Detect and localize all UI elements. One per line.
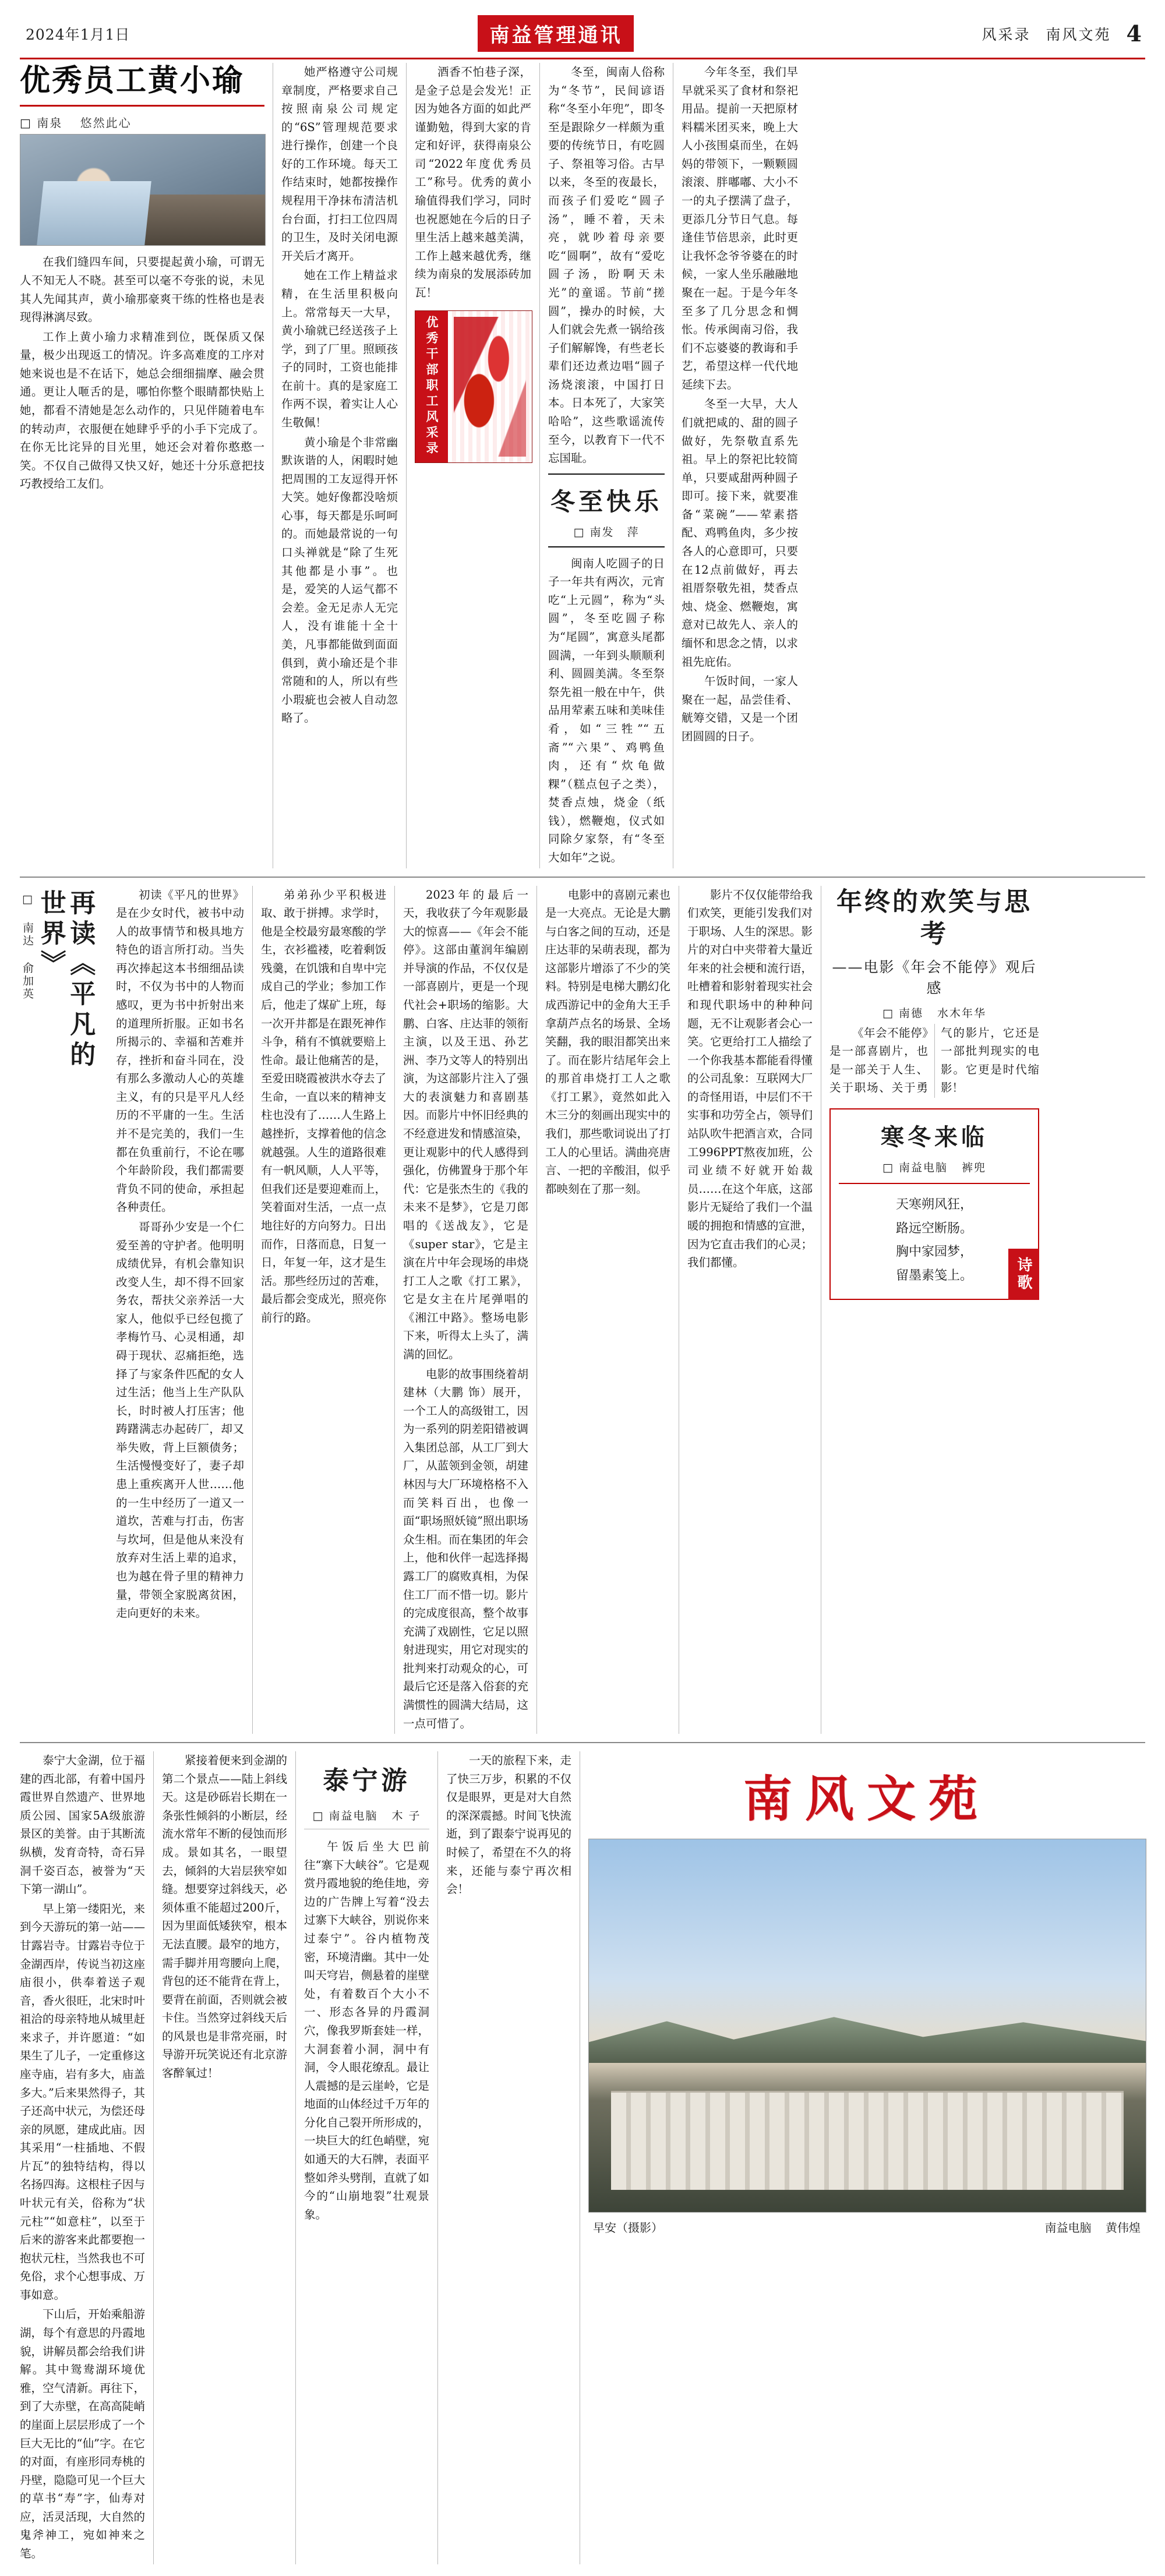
column-movie-1 [403,886,528,1734]
publication-logo: 南益管理通讯 [478,15,634,52]
column-brand-photo [588,1751,1145,2564]
photo-credit-unit: 南益电脑 [1044,2221,1092,2235]
paragraph: 冬至，闽南人俗称为“冬节”，民间谚语称“冬至小年兜”，即冬至是跟除夕一样颇为重要的传统节日，有吃圆子、祭祖等习俗。古早以来，冬至的夜最长，而孩子们爱吃“圆子汤”，睡不着，天未亮，就吵着母亲要吃“圆啊”，故有“爱吃圆子汤，盼啊天未光”的童谣。节前“搓圆”，操办的时候，大人们就会先煮一锅给孩子们解解馋，有些老长辈们还边煮边唱“圆子汤烧滚滚，中国打日本。日本死了，大家笑哈哈”，这些歌谣流传至今，以教育下一代不忘国耻。 [548,65,665,465]
poem-line: 胸中家园梦， [895,1245,973,1260]
movie-title: 年终的欢笑与思考 [836,886,1032,949]
poem-line: 路远空断肠。 [895,1221,973,1236]
dongzhi-text-b [548,554,665,867]
worker-text-c [415,63,531,302]
paragraph: 电影中的喜剧元素也是一大亮点。无论是大鹏与白客之间的互动，还是庄达菲的呆萌表现，都为这部影片增添了不少的笑料。特别是电梯大鹏幻化成西游记中的金角大王手拿葫芦点名的场景、全场笑翻，我的眼泪都笑出来了。而在影片结尾年会上的那首串烧打工人之歌《打工累》，竟然如此入木三分的刻画出现实中的我们，那些歌词说出了打工人的心里话。满曲亮唐言、一把的辛酸泪，似乎都映刻在了那一刻。 [545,888,670,1196]
poem-line: 留墨素笺上。 [895,1268,973,1283]
column-taining-2 [162,1751,287,2564]
poem-title: 寒冬来临 [881,1123,988,1151]
paragraph: 在我们缝四车间，只要提起黄小瑜，可谓无人不知无人不晓。甚至可以毫不夸张的说，未见其人先闻其声，黄小瑜那豪爽干练的性格也是表现得淋漓尽致。 [20,255,264,324]
byline-unit: 南达 [21,921,34,948]
page-number: 4 [1126,20,1142,47]
byline-pen: 水木年华 [937,1006,987,1020]
column-dongzhi-2 [682,63,798,868]
paragraph: 工作上黄小瑜力求精准到位，既保质又保量，极少出现返工的情况。许多高难度的工序对她来说也是不在话下，她总会细细揣摩、融会贯通。更让人咂舌的是，哪怕你整个眼睛都快贴上她，都看不清她是怎么动作的，只见伴随着电车的转动声，衣服便在她肆乎乎的小手下完成了。在你无比诧异的目光里，她还会对着你憨憨一笑。不仅自己做得又快又好，她还十分乐意把技巧教授给工友们。 [20,330,264,491]
column-taining-title [304,1751,429,2564]
column-taining-3 [446,1751,571,2564]
poem-category-tag: 诗歌 [1008,1249,1039,1300]
dongzhi-text-c [682,63,798,745]
byline-worker [20,114,264,130]
paragraph: 初读《平凡的世界》是在少女时代，被书中动人的故事情节和极具地方特色的语言所打动。当失再次捧起这本书细细品读时，不仅为书中的人物而感叹，更为书中折射出来的道理所折服。正如书名所揭示的、幸福和苦难并存，挫折和奋斗同在，没有那么多激动人心的英雄主义，有的只是平凡人经历的不平庸的一生。生活并不是完美的，我们一生都在负重前行，不论在哪个年龄阶段，我们都需要背负不同的使命，承担起各种责任。 [116,888,244,1214]
byline-movie [829,1005,1039,1020]
title-rule [20,105,264,107]
dongzhi-title: 冬至快乐 [550,487,662,516]
photo-caption-right [1045,2218,1141,2235]
byline-mark: □ [573,525,585,539]
art-stamp-block [415,310,532,463]
byline-pen: 萍 [627,525,640,539]
paragraph: 闽南人吃圆子的日子一年共有两次，元宵吃“上元圆”，称为“头圆”，冬至吃圆子称为“尾圆”，寓意头尾都圆满，一年到头顺顺利利、圆圆美满。冬至祭祭先祖一般在中午，供品用荤素五味和美味佳肴，如“三牲”“五斋”“六果”、鸡鸭鱼肉，还有“炊龟做粿”（糕点包子之类），焚香点烛，烧金（纸钱），燃鞭炮，仪式如同除夕家祭，有“冬至大如年”之说。 [548,556,665,864]
brand-calligraphy: 南风文苑 [743,1769,990,1828]
movie-text-b [545,886,670,1199]
poem-line: 天寒朔风狂， [895,1197,973,1212]
byline-pen: 俞加英 [21,962,34,1001]
byline-unit: 南德 [898,1006,923,1020]
column-worker-2 [281,63,398,868]
byline-pen: 裤兜 [962,1161,987,1174]
section-left: 风采录 [982,26,1031,43]
byline-unit: 南发 [589,525,615,539]
paragraph: 她严格遵守公司规章制度，严格要求自己按照南泉公司规定的“6S”管理规范要求进行操作，创建一个良好的工作环境。每天工作结束时，她都按操作规程用干净抹布清洁机台台面，打扫工位四周的卫生，及时关闭电源开关后才离开。 [281,65,398,263]
paragraph: 今年冬至，我们早早就采买了食材和祭祀用品。提前一天把原材料糯米团买来，晚上大人小孩围桌而坐，在妈妈的带领下，一颗颗圆滚滚、胖嘟嘟、大小不一的丸子摆满了盘子，更添几分节日气息。每逢佳节倍思亲，此时更让我怀念爷爷婆在的时候，一家人坐乐融融地聚在一起。于是今年冬至多了几分思念和惆怅。传承闽南习俗，我们不忘婆婆的教诲和手艺，希望这样一代代地延续下去。 [682,65,798,391]
paragraph: 午饭时间，一家人聚在一起，品尝佳肴、觥筹交错，又是一个团团圆圆的日子。 [682,674,798,743]
movie-subtitle: ——电影《年会不能停》观后感 [832,958,1037,997]
paragraph: 影片不仅仅能带给我们欢笑，更能引发我们对于职场、人生的深思。影片的对白中夹带着大量近年来的社会梗和流行语，吐槽着和影射着现实社会和现代职场中的种种问题，无不让观影者会心一笑。它更给打工人描绘了一个你我基本都能看得懂的公司乱象：互联网大厂的奇怪用语，中层们不干实事和功劳全占，领导们站队吹牛把酒言欢，合同工996PPT熬夜加班，公司业绩不好就开始裁员……在这个年底，这部影片无疑给了我们一个温暖的拥抱和情感的宣泄，因为它直击我们的心灵；我们都懂。 [687,888,813,1270]
worker-photo [20,134,266,246]
worker-text-b [281,63,398,727]
band-top [20,63,1145,868]
dongzhi-headline-box [548,473,665,547]
taining-title: 泰宁游 [323,1766,411,1796]
paragraph: 午饭后坐大巴前往“寨下大峡谷”。它是观赏丹霞地貌的绝佳地，旁边的广告牌上写着“没去过寨下大峡谷，别说你来过泰宁”。谷内植物茂密，环境清幽。其中一处叫天穹岩，侧悬着的崖壁处，有着数百个大小不一、形态各异的丹霞洞穴，像我罗斯套娃一样，大洞套着小洞，洞中有洞，令人眼花缭乱。最让人震撼的是云崖岭，它是地面的山体经过千万年的分化自己裂开所形成的，一块巨大的红色峭壁，宛如通天的大石牌，表面平整如斧头劈削，直就了如今的“山崩地裂”壮观景象。 [304,1840,429,2221]
reread-text-b [261,886,386,1327]
paragraph: 酒香不怕巷子深，是金子总是会发光！正因为她各方面的如此严谨勤勉，得到大家的肯定和好评，获得南泉公司“2022年度优秀员工”称号。优秀的黄小瑜值得我们学习，同时也祝愿她在今后的日子里生活上越来越美满，工作上越来越优秀，继续为南泉的发展添砖加瓦！ [415,65,531,299]
byline-mark: □ [20,116,32,130]
byline-mark: □ [882,1161,894,1174]
scenic-photo [588,1839,1146,2213]
paragraph: 一天的旅程下来，走了快三万步，积累的不仅仅是眼界，更是对大自然的深深震撼。时间飞快流逝，到了跟泰宁说再见的时候了，希望在不久的将来，还能与泰宁再次相会！ [446,1754,571,1896]
masthead [20,15,1145,59]
paragraph: 黄小瑜是个非常幽默诙谐的人，闲暇时她把周围的工友逗得开怀大笑。她好像都没啥烦心事，每天都是乐呵呵的。而她最常说的一句口头禅就是“除了生死其他都是小事”。也是，爱笑的人运气都不会差。金无足赤人无完人，没有谁能十全十美，凡事都能做到面面俱到，黄小瑜还是个非常随和的人，所以有些小瑕疵也会被人自动忽略了。 [281,435,398,725]
byline-poem [839,1159,1030,1175]
band-bottom [20,1751,1145,2564]
column-reread-2 [261,886,386,1734]
byline-unit: 南益电脑 [329,1810,378,1823]
byline-unit: 南泉 [37,116,63,130]
photo-caption [588,2218,1145,2235]
column-dongzhi-1 [548,63,665,868]
dongzhi-text-a [548,63,665,468]
photo-caption-left: 早安（摄影） [593,2221,663,2235]
column-reread-1 [116,886,244,1734]
paragraph: 泰宁大金湖，位于福建的西北部，有着中国丹霞世界自然遗产、世界地质公园、国家5A级旅游景区的美誉。由于其断流纵横，发育奇特，奇石异洞千姿百态，被誉为“天下第一湖山”。 [20,1754,145,1896]
worker-text-a [20,253,264,493]
paragraph: 《年会不能停》是一部喜剧片，也是一部关于人生、关于职场、关于勇气的影片，它还是一部批判现实的电影。它更是时代缩影！ [829,1026,1039,1095]
byline-taining [304,1807,429,1823]
byline-dongzhi [548,524,665,539]
byline-mark: □ [882,1006,894,1020]
paragraph: 她在工作上精益求精，在生活里积极向上。常常每天一大早，黄小瑜就已经送孩子上学，到了厂里。照顾孩子的同时，工资也能排在前十。真的是家庭工作两不误，着实让人心生敬佩！ [281,268,398,429]
photo-credit-author: 黄伟煌 [1106,2221,1141,2235]
woodcut-illustration-icon [448,311,532,462]
reread-text-a [116,886,244,1623]
byline-pen: 木 子 [391,1810,421,1823]
taining-text-d [446,1751,571,1899]
paragraph: 紧接着便来到金湖的第二个景点——陆上斜线天。这是砂砾岩长期在一条张性倾斜的小断层，经流水常年不断的侵蚀而形成。景如其名，一眼望去，倾斜的大岩层狭窄如缝。想要穿过斜线天，必须体重不能超过200斤，因为里面低矮狭窄，根本无法直腰。最窄的地方，需手脚并用弯腰向上爬，背包的还不能背在背上，要背在前面，否则就会被卡住。当然穿过斜线天后的风景也是非常亮丽，时导游开玩笑说还有北京游客醉氧过！ [162,1754,287,2080]
byline-mark: □ [21,892,34,907]
paragraph: 2023年的最后一天，我收获了今年观影最大的惊喜——《年会不能停》。这部由董润年编剧并导演的作品，不仅仅是一部喜剧片，更是一个现代社会+职场的缩影。大鹏、白客、庄达菲的领衔主演，以及王迅、孙艺洲、李乃文等人的特别出演，为这部影片注入了强大的表演魅力和喜剧基因。而影片中怀旧经典的不经意进发和情感渲染，更让观影中的代人感得到强化，仿佛置身于那个年代：它是张杰生的《我的未来不是梦》，它是刀郎唱的《送战友》，它是《super star》，它是主演在片中年会现场的串烧打工人之歌《打工累》，它是女主在片尾弹唱的《湘江中路》。整场电影下来，听得太上头了，满满的回忆。 [403,888,528,1361]
paragraph: 弟弟孙少平积极进取、敢于拼搏。求学时，他是全校最穷最寒酸的学生，衣衫褴褛，吃着剩饭残羹，在饥饿和自卑中完成自己的学业；参加工作后，他走了煤矿上班，每一次开井都是在跟死神作斗争，稍有不慎就要赔上性命。最让他痛苦的是，至爱田晓霞被洪水夺去了生命，一直以来的精神支柱也没有了……人生路上越挫折，支撑着他的信念就越强。人生的道路很难有一帆风顺，人人平等，但我们还是要迎难而上，笑着面对生活，一点一点地往好的方向努力。日出而作，日落而息，日复一日，年复一年，这才是生活。那些经历过的苦难，最后都会变成光，照亮你前行的路。 [261,888,386,1324]
column-movie-2 [545,886,670,1734]
page-title: 优秀员工黄小瑜 [20,63,245,98]
poem-lines [839,1193,1030,1288]
column-worker-lead [20,63,264,868]
column-movie-head-poem [829,886,1039,1734]
poem-box [829,1108,1039,1300]
paragraph: 哥哥孙少安是一个仁爱至善的守护者。他明明成绩优异，有机会靠知识改变人生，却不得不回家务农，帮扶父亲养活一大家人，他似乎已经包揽了孝梅竹马、心灵相通，却碍于现状、忍痛拒绝，选择了与家条件匹配的女人过生活；他当上生产队队长，时时被人打压害；他踌躇满志办起砖厂，却又举失败，背上巨额债务；生活慢慢变好了，妻子却患上重疾离开人世……他的一生中经历了一道又一道坎，苦难与打击，伤害与坎坷，但是他从来没有放弃对生活上辈的追求，也为越在骨子里的精神力量，带领全家脱离贫困，走向更好的未来。 [116,1220,244,1620]
paragraph: 早上第一缕阳光，来到今天游玩的第一站——甘露岩寺。甘露岩寺位于金湖西岸，传说当初这座庙很小，供奉着送子观音，香火很旺，北宋时叶祖洽的母亲特地从城里赶来求子，并许愿道：“如果生了儿子，一定重修这座寺庙，岩有多大，庙盖多大。”后来果然得子，其子还高中状元，为偿还母亲的夙愿，建成此庙。因其采用“一柱插地、不假片瓦”的独特结构，得以名扬四海。这根柱子因与叶状元有关，俗称为“状元柱”“如意柱”，以至于后来的游客来此都要抱一抱状元柱，当然我也不可免俗，求个心想事成、万事如意。 [20,1902,145,2302]
paragraph: 电影的故事围绕着胡建林（大鹏 饰）展开，一个工人的高级钳工，因为一系列的阴差阳错被调入集团总部，从工厂到大厂，从蓝领到金领，胡建林因与大厂环境格格不入而笑料百出，也像一面“职场照妖镜”照出职场众生相。而在集团的年会上，他和伙伴一起选择揭露工厂的腐败真相，为保住工厂而不惜一切。影片的完成度很高，整个故事充满了戏剧性，它足以照射进现实，用它对现实的批判来打动观众的心，可最后它还是落入俗套的充满惯性的圆满大结局，这一点可惜了。 [403,1367,528,1730]
movie-text-d [829,1024,1039,1098]
art-label: 优秀干部职工风采录 [415,311,448,462]
masthead-right [982,20,1145,47]
byline-unit: 南益电脑 [898,1161,948,1174]
byline-mark: □ [312,1810,324,1823]
taining-text-c [304,1838,429,2224]
reread-title: 再读《平凡的世界》 [36,889,96,1071]
band-middle [20,886,1145,1734]
movie-text-c [687,886,813,1272]
byline-reread [20,893,36,1734]
movie-text-a [403,886,528,1733]
byline-pen: 悠然此心 [80,116,132,130]
column-reread-title [20,886,116,1734]
issue-date: 2024年1月1日 [26,26,130,43]
section-right: 南风文苑 [1046,26,1111,43]
paragraph: 下山后，开始乘船游湖，每个有意思的丹霞地貌，讲解员都会给我们讲解。其中鸳鸯湖环境优雅，空气清新。再往下，到了大赤壁，在高高陡峭的崖面上层层形成了一个巨大无比的“仙”字。在它的对面，有座形同寿桃的丹壁，隐隐可见一个巨大的草书“寿”字，仙寿对应，活灵活现，大自然的鬼斧神工，宛如神来之笔。 [20,2308,145,2560]
taining-text-b [162,1751,287,2082]
column-worker-3 [415,63,531,868]
column-movie-3 [687,886,813,1734]
paragraph: 冬至一大早，大人们就把咸的、甜的圆子做好，先祭敬直系先祖。早上的祭祀比较简单，只要咸甜两种圆子即可。接下来，就要准备“菜碗”——荤素搭配、鸡鸭鱼肉，多少按各人的心意即可，只要在12点前做好，再去祖厝祭敬先祖，焚香点烛、烧金、燃鞭炮，寓意对已故先人、亲人的缅怀和思念之情，以求祖先庇佑。 [682,397,798,669]
column-taining-1 [20,1751,145,2564]
taining-text-a [20,1751,145,2563]
